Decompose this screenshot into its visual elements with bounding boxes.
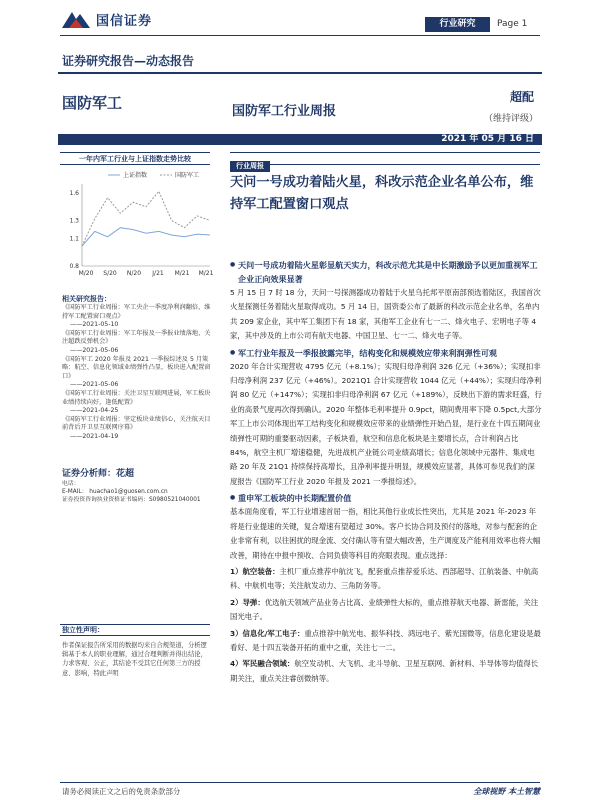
related-report-date: ——2021-04-25 (70, 407, 119, 415)
related-report-title: 《国防军工 2020 年报及 2021 一季报综述及 5 月策略：航空、信息化领域业绩弹性凸显，板块进入配置窗口》 (62, 355, 211, 380)
related-report-date: ——2021-04-19 (70, 432, 119, 440)
footer-divider (60, 782, 540, 783)
brand-logo (60, 8, 152, 30)
recommendation-item (230, 596, 542, 625)
body-paragraph: 2020 年合计实现营收 4795 亿元（+8.1%）；实现归母净利润 326 亿元（+36%）；实现扣非归母净利润 237 亿元（+46%）。2021Q1 合计实现营收 1044 亿元（+44%）；实现归母净利润 80 亿元（+147%）；实现扣非归母净利润 67 亿元（+189%），反映出下游的需求旺盛，行业的高景气度再次得到确认。2020 年整体毛利率提升 0.9pct，期间费用率下降 0.5pct,大部分军工上市公司体现出军工结构变化和规模效应带来的业绩弹性开始凸显，是行业在十四五期间业绩弹性可期的重要驱动因素，子板块看，航空和信息化板块是主要增长点，合计利润占比 84%，航空主机厂增速稳健，先进战机产业链公司业绩高增长；信息化领域中元器件、集成电路 20 年及 21Q1 持续保持高增长，且净利率提升明显，规模效应显著，具体可参见我们的深度报告《国防军工行业 2020 年报及 2021 一季报综述》。 (230, 361, 542, 486)
report-date: 2021 年 05 月 16 日 (441, 134, 534, 144)
related-report-item[interactable] (62, 330, 212, 356)
header-tag: 行业研究 (425, 17, 490, 32)
rating-note: （维持评级） (484, 114, 539, 124)
sector-name: 国防军工 (62, 94, 123, 112)
y-tick-label: 1.3 (69, 217, 79, 225)
brand-name: 国信证券 (96, 13, 153, 29)
disclaimer-text: 作者保证报告所采用的数据均来自合规渠道，分析逻辑基于本人的职业理解，通过合理判断并得出结论，力求客观、公正，其结论不受其它任何第三方的授意、影响，特此声明 (62, 642, 207, 677)
related-report-title: 《国防军工行业周报：关注卫星互联网进展，军工板块业绩持续向好，逢低配置》 (62, 389, 211, 406)
series-line-0 (82, 228, 210, 246)
key-point-heading: ● 重申军工板块的中长期配置价值 (230, 491, 542, 505)
related-report-title: 《国防军工行业周报：军工央企一季度净利润翻倍，维持军工配置窗口观点》 (62, 304, 211, 320)
body-paragraph: 基本面角度看，军工行业增速首屈一指，相比其他行业成长性突出，尤其是 2021 年-2023 年将是行业提速的关键，复合增速有望超过 30%。客户长协合同及预付的落地，对参与配套的企业非常有利，以往困扰的现金流、交付确认等有望大幅改善，生产调度及产能利用效率也将大幅改善，期待在中报中预收、合同负债等科目的亮眼表现。重点选择： (230, 507, 541, 560)
recommendation-text: 航空发动机、大飞机、北斗导航、卫星互联网、新材料、半导体等均值得长期关注，重点关注睿创微纳等。 (230, 659, 539, 683)
body-paragraph: 5 月 15 日 7 时 18 分，天问一号探测器成功着陆于火星乌托邦平原南部预选着陆区，我国首次火星探测任务着陆火星取得成功。5 月 14 日，国资委公布了最新的科改示范企业名单，名单内共 209 家企业，其中军工集团下有 18 家，其他军工企业有七一二、烽火电子、宏明电子等 4 家，其中涉及的上市公司有航天电器、中国卫星、七一二、烽火电子等。 (230, 288, 541, 341)
related-heading: 相关研究报告： (62, 295, 111, 303)
footer-disclaimer: 请务必阅读正文之后的免责条款部分 (62, 787, 181, 796)
related-report-item[interactable] (62, 390, 212, 416)
analyst-phone: 电话： (62, 481, 80, 487)
related-report-item[interactable] (62, 416, 212, 442)
recommendation-text: 优选航天领域产品业务占比高、业绩弹性大标的，重点推荐航天电器、新雷能，关注国光电子。 (230, 597, 539, 622)
main-body (230, 258, 542, 688)
analyst-name: 证券分析师：花超 (62, 469, 135, 479)
section-tag (230, 152, 540, 170)
related-report-item[interactable] (62, 304, 212, 330)
recommendation-text: 主机厂重点推荐中航沈飞，配套重点推荐爱乐达、西部超导、江航装备、中航高科、中航机电等；关注航发动力、三角防务等。 (230, 566, 539, 591)
x-tick-label: N/20 (126, 270, 142, 277)
recommendation-label: 3）信息化/军工电子： (230, 628, 305, 638)
x-tick-label: M/21 (198, 270, 214, 277)
analyst-contact (62, 480, 212, 504)
header-divider (58, 72, 542, 74)
x-tick-label: S/20 (103, 270, 117, 277)
analyst-license: 证券投资咨询执业资格证书编码：S0980521040001 (62, 497, 201, 503)
related-report-item[interactable] (62, 356, 212, 390)
key-point-heading: ● 军工行业年报及一季报披露完毕，结构变化和规模效应带来利润弹性可观 (230, 346, 542, 360)
y-tick-label: 1.1 (69, 235, 79, 243)
analyst-email[interactable]: E-MAIL： huachao1@guosen.com.cn (62, 489, 168, 495)
recommendation-text: 重点推荐中航光电、振华科技、鸿远电子、紫光国微等，信息化建设是最看好、是十四五装备开拓的重中之重，关注七一二。 (230, 628, 541, 652)
page-number: Page 1 (497, 19, 528, 29)
x-tick-label: M/21 (174, 270, 190, 277)
related-report-title: 《国防军工行业周报：坚定板块业绩信心，关注航天目前背后开卫星互联网序幕》 (62, 415, 211, 432)
date-bar (58, 134, 542, 145)
related-report-date: ——2021-05-10 (70, 321, 119, 329)
recommendation-item (230, 565, 542, 594)
rating: 超配 (510, 90, 535, 104)
related-report-date: ——2021-05-06 (70, 381, 119, 389)
recommendation-item (230, 657, 542, 686)
related-list (62, 304, 212, 442)
recommendation-item (230, 627, 542, 656)
chart-title: 一年内军工行业与上证指数走势比较 (60, 152, 210, 165)
related-report-title: 《国防军工行业周报：军工年报及一季报业绩落地，关注超跌反弹机会》 (62, 329, 211, 346)
footer-slogan: 全球视野 本土智慧 (473, 787, 540, 796)
key-point-heading: ● 天问一号成功着陆火星彰显航天实力，科改示范尤其是中长期激励予以更加重视军工企业正向效果显著 (230, 258, 542, 286)
related-report-date: ——2021-05-06 (70, 346, 119, 354)
legend-label: 上证指数 (123, 172, 148, 179)
recommendation-label: 2）导弹： (230, 597, 265, 607)
recommendation-label: 4）军民融合领域： (230, 659, 295, 669)
recommendation-label: 1）航空装备： (230, 566, 280, 576)
x-tick-label: J/21 (152, 270, 164, 277)
index-comparison-chart (60, 168, 215, 280)
report-type: 证券研究报告—动态报告 (62, 54, 195, 68)
headline: 天问一号成功着陆火星，科改示范企业名单公布，维持军工配置窗口观点 (230, 175, 534, 212)
legend-label: 国防军工 (175, 172, 200, 179)
guosen-logo-icon (60, 8, 92, 30)
series-line-1 (82, 191, 210, 246)
section-tag-label: 行业周报 (230, 161, 270, 172)
page-title: 国防军工行业周报 (232, 104, 337, 119)
top-divider (60, 35, 540, 36)
x-tick-label: M/20 (78, 270, 94, 277)
y-tick-label: 1.6 (69, 190, 79, 198)
disclaimer-heading: 独立性声明： (60, 624, 210, 636)
y-tick-label: 0.8 (69, 263, 79, 270)
